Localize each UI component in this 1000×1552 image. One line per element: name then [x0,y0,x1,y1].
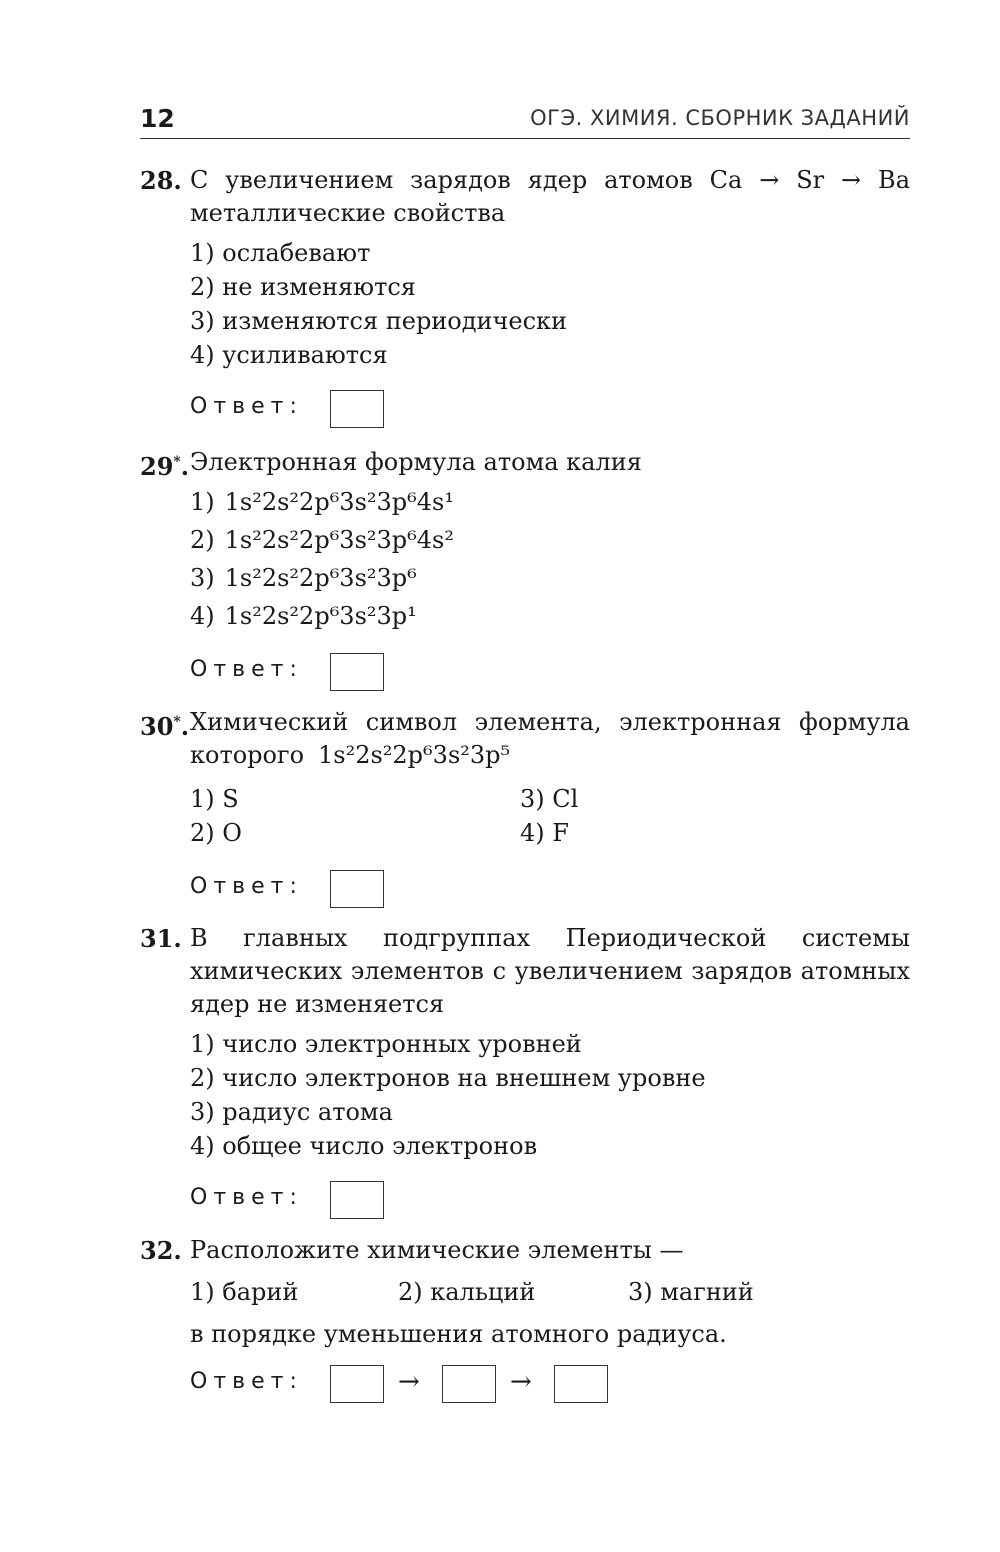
option-4: 4) F [520,819,569,847]
answer-label: Ответ: [190,1185,303,1210]
electron-formula: 1s²2s²2p⁶3s²3p¹ [224,602,417,630]
answer-box[interactable] [330,653,384,691]
element-1: 1) барий [190,1278,299,1306]
options-list [190,236,910,372]
question-31 [140,922,910,1221]
option-1: 1) число электронных уровней [190,1030,582,1058]
option-1: 1) 1s²2s²2p⁶3s²3p⁶4s¹ [190,488,454,516]
answer-box-1[interactable] [330,1365,384,1403]
electron-formula: 1s²2s²2p⁶3s²3p⁶4s¹ [224,488,454,516]
question-text: Химический символ элемента, электронная формула которого [190,708,910,769]
option-2: 2) O [190,819,242,847]
answer-label: Ответ: [190,394,303,419]
options-list [190,483,910,635]
question-formula: 1s²2s²2p⁶3s²3p⁵ [318,741,511,769]
option-2: 2) не изменяются [190,273,416,301]
answer-row [190,1181,910,1221]
question-text: С увеличением зарядов ядер атомов Ca → Sr → Ba металлические свойства [190,166,910,227]
answer-row [190,870,910,910]
question-number: 31. [140,924,182,953]
option-4: 4) 1s²2s²2p⁶3s²3p¹ [190,602,417,630]
question-29 [140,446,910,693]
option-4: 4) общее число электронов [190,1132,538,1160]
answer-label: Ответ: [190,657,303,682]
answer-box[interactable] [330,390,384,428]
answer-box[interactable] [330,870,384,908]
running-title: ОГЭ. ХИМИЯ. СБОРНИК ЗАДАНИЙ [530,106,910,130]
asterisk-mark: * [173,714,181,730]
option-3: 3) изменяются периодически [190,307,568,335]
page-number: 12 [140,104,175,133]
answer-label: Ответ: [190,1369,303,1394]
option-1: 1) S [190,785,239,813]
question-number: 30*. [140,712,190,741]
question-number: 32. [140,1236,182,1265]
question-text: Расположите химические элементы — [190,1236,684,1264]
option-2: 2) 1s²2s²2p⁶3s²3p⁶4s² [190,526,454,554]
page-header [140,104,910,139]
option-2: 2) число электронов на внешнем уровне [190,1064,706,1092]
elements-row [190,1275,910,1309]
question-32 [140,1234,910,1405]
element-3: 3) магний [628,1278,754,1306]
option-3: 3) Cl [520,785,579,813]
asterisk-mark: * [173,454,181,470]
answer-box-2[interactable] [442,1365,496,1403]
answer-row [190,390,910,430]
electron-formula: 1s²2s²2p⁶3s²3p⁶4s² [224,526,454,554]
question-number: 28. [140,166,182,195]
question-number: 29*. [140,452,190,481]
electron-formula: 1s²2s²2p⁶3s²3p⁶ [224,564,417,592]
question-tail: в порядке уменьшения атомного радиуса. [190,1320,727,1348]
question-30 [140,706,910,910]
option-1: 1) ослабевают [190,239,371,267]
question-text: В главных подгруппах Периодической системы химических элементов с увеличением зарядов атомных ядер не изменяется [190,924,910,1018]
arrow-icon: → [510,1367,532,1397]
option-3: 3) 1s²2s²2p⁶3s²3p⁶ [190,564,417,592]
question-28 [140,164,910,430]
answer-box[interactable] [330,1181,384,1219]
answer-label: Ответ: [190,874,303,899]
options-grid [190,782,910,852]
arrow-icon: → [398,1367,420,1397]
question-text: Электронная формула атома калия [190,448,642,476]
option-3: 3) радиус атома [190,1098,393,1126]
option-4: 4) усиливаются [190,341,388,369]
answer-row [190,653,910,693]
element-2: 2) кальций [398,1278,536,1306]
options-list [190,1027,910,1163]
answer-row [190,1365,910,1405]
answer-box-3[interactable] [554,1365,608,1403]
